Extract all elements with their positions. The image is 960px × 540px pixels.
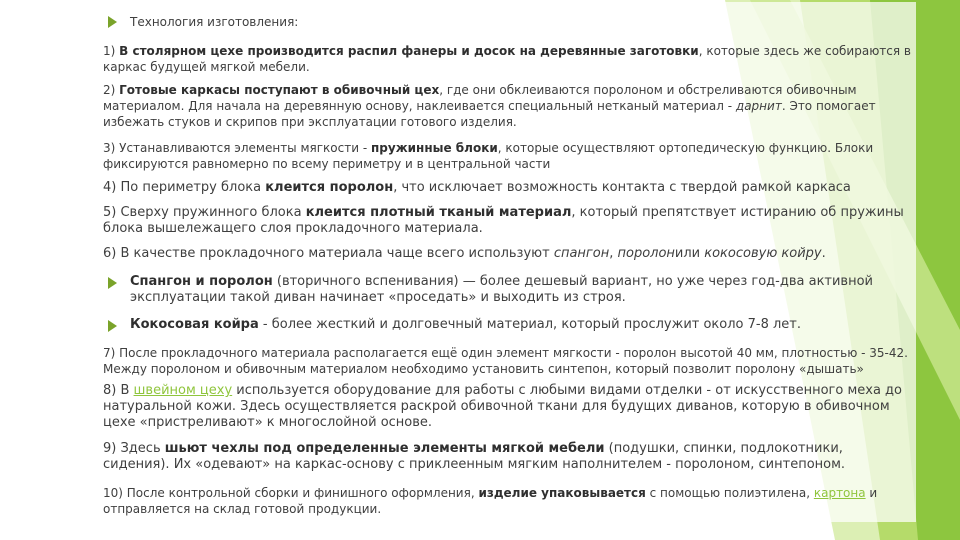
- paragraph-5: 5) Сверху пружинного блока клеится плотный тканый материал, который препятствует истиранию об пружины блока вышележащего слоя прокладочного материала.: [103, 205, 904, 236]
- paragraph-9: 9) Здесь шьют чехлы под определенные элементы мягкой мебели (подушки, спинки, подлокотники, сидения). Их «одевают» на каркас-основу с приклеенным мягким наполнителем - поролоном, синтепоном.: [103, 441, 846, 472]
- bullet-item-spangon: Спангон и поролон (вторичного вспенивания) — более дешевый вариант, но уже через год-два активной эксплуатации такой диван начинает «проседать» и выходить из строя.: [130, 274, 874, 305]
- paragraph-4: 4) По периметру блока клеится поролон, что исключает возможность контакта с твердой рамкой каркаса: [103, 180, 851, 195]
- paragraph-1: 1) В столярном цехе производится распил фанеры и досок на деревянные заготовки, которые здесь же собираются в каркас будущей мягкой мебели.: [103, 44, 911, 74]
- paragraph-10: 10) После контрольной сборки и финишного оформления, изделие упаковывается с помощью полиэтилена, картона и отправляется на склад готовой продукции.: [103, 486, 878, 516]
- bullet-item-coir: Кокосовая койра - более жесткий и долговечный материал, который прослужит около 7-8 лет.: [130, 317, 802, 332]
- paragraph-3: 3) Устанавливаются элементы мягкости - пружинные блоки, которые осуществляют ортопедическую функцию. Блоки фиксируются равномерно по всему периметру и в центральной части: [103, 141, 874, 171]
- slide-title: Технология изготовления:: [130, 15, 299, 29]
- paragraph-8: 8) В швейном цеху используется оборудование для работы с любыми видами отделки - от искусственного меха до натуральной кожи. Здесь осуществляется раскрой обивочной ткани для будущих диванов, которую в обивочном цехе «пристреливают» к многослойной основе.: [103, 383, 902, 430]
- paragraph-7: 7) После прокладочного материала располагается ещё один элемент мягкости - поролон высотой 40 мм, плотностью - 35-42. Между поролоном и обивочным материалом необходимо установить синтепон, который позволит поролону «дышать»: [103, 346, 908, 376]
- sewing-shop-link[interactable]: швейном цеху: [133, 383, 233, 398]
- paragraph-2: 2) Готовые каркасы поступают в обивочный цех, где они обклеиваются поролоном и обстреливаются обивочным материалом. Для начала на деревянную основу, наклеивается специальный нетканый материал - дарнит. Это помогает избежать стуков и скрипов при эксплуатации готового изделия.: [103, 83, 876, 129]
- paragraph-6: 6) В качестве прокладочного материала чаще всего используют спангон, поролонили кокосовую койру.: [103, 246, 826, 261]
- bullet-arrow-icon: [108, 320, 117, 332]
- bullet-arrow-icon: [108, 16, 117, 28]
- bullet-arrow-icon: [108, 277, 117, 289]
- cardboard-link[interactable]: картона: [813, 486, 866, 500]
